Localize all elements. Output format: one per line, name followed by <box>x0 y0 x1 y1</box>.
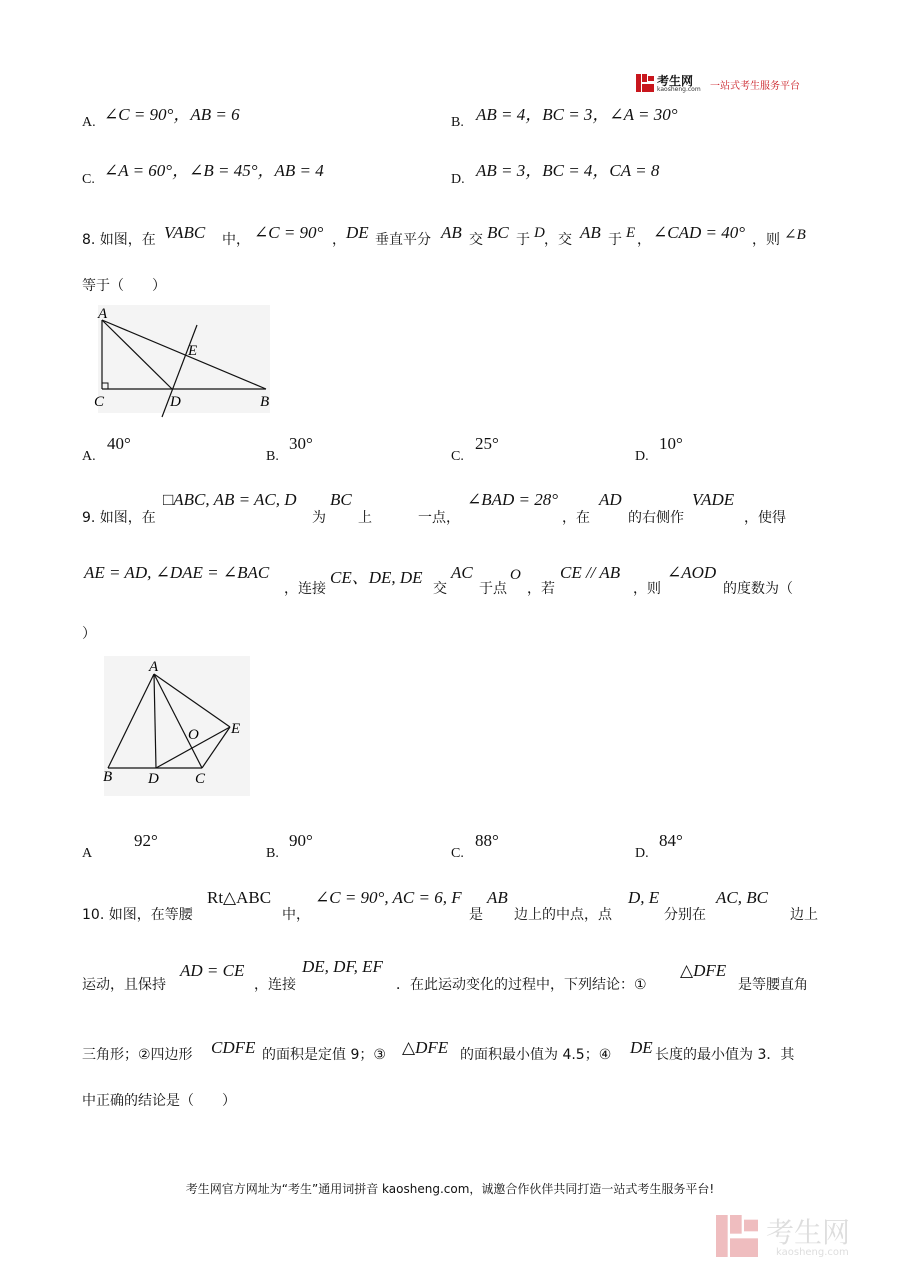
q8-text-8: 于 <box>608 232 622 248</box>
q8-text-2: 中， <box>222 232 250 248</box>
q10-math-1: Rt△ABC <box>207 888 272 907</box>
q8-option-c-label: C. <box>451 449 464 464</box>
q9-text-4: 一点， <box>418 510 460 526</box>
q8-option-b-label: B. <box>266 449 279 464</box>
q8-math-9: ∠CAD = 40° <box>653 223 746 242</box>
kaosheng-watermark-icon <box>716 1213 758 1259</box>
q10-math-10: △DFE <box>402 1038 449 1057</box>
q9-text-13: 的度数为（ <box>723 581 793 597</box>
q10-math-6: AD = CE <box>180 961 245 980</box>
q9-text-5: ，在 <box>562 510 590 526</box>
q9-figure <box>98 650 258 800</box>
q8-figure <box>90 300 290 420</box>
q10-text-10: 是等腰直角 <box>738 977 808 993</box>
q9-option-a-value: 92° <box>134 831 158 850</box>
q10-text-14: 长度的最小值为 3．其 <box>655 1047 795 1063</box>
q9-text-9: 交 <box>433 581 447 597</box>
q9-label-e: E <box>231 721 241 737</box>
q9-label-b: B <box>103 769 113 785</box>
q8-option-b-value: 30° <box>289 434 313 453</box>
q10-math-5: AC, BC <box>716 888 768 907</box>
watermark-text: 考生网 <box>766 1216 851 1249</box>
q9-math-1: □ABC, AB = AC, D <box>163 490 297 509</box>
kaosheng-logo-icon <box>636 74 654 92</box>
q8-text-7: ，交 <box>544 232 572 248</box>
q10-text-8: ，连接 <box>254 977 296 993</box>
q9-math-4: AD <box>599 490 622 509</box>
footer-text: 考生网官方网址为“考生”通用词拼音 kaosheng.com，诚邀合作伙伴共同打造一站式考生服务平台! <box>185 1182 715 1196</box>
q8-math-5: BC <box>487 223 509 242</box>
q8-math-10: ∠B <box>784 227 806 243</box>
watermark-domain: kaosheng.com <box>776 1247 849 1258</box>
q9-option-b-value: 90° <box>289 831 313 850</box>
q8-option-d-value: 10° <box>659 434 683 453</box>
q10-math-9: CDFE <box>211 1038 256 1057</box>
q9-text-12: ，则 <box>633 581 661 597</box>
q8-math-7: AB <box>580 223 601 242</box>
q8-math-4: AB <box>441 223 462 242</box>
q9-text-2: 为 <box>312 510 326 526</box>
q8-math-8: E <box>626 225 636 241</box>
q7-option-d-label: D. <box>451 172 465 187</box>
q10-text-2: 中， <box>282 907 310 923</box>
q8-text-6: 于 <box>516 232 530 248</box>
q8-math-6: D <box>534 225 545 241</box>
q7-option-a-text: ∠C = 90°，AB = 6 <box>104 105 240 124</box>
q9-math-6: AE = AD, ∠DAE = ∠BAC <box>84 563 270 582</box>
q8-text-4: 垂直平分 <box>375 232 431 248</box>
q8-label-e: E <box>188 343 198 359</box>
watermark <box>716 1211 886 1261</box>
q8-option-a-value: 40° <box>107 434 131 453</box>
q9-math-2: BC <box>330 490 352 509</box>
q8-text-9: ， <box>637 232 651 248</box>
q8-label-c: C <box>94 394 105 410</box>
q10-math-8: △DFE <box>680 961 727 980</box>
logo-domain: kaosheng.com <box>657 86 701 93</box>
q9-text-11: ，若 <box>527 581 555 597</box>
logo-slogan: 一站式考生服务平台 <box>710 81 800 92</box>
q10-math-11: DE <box>630 1038 653 1057</box>
q10-math-2: ∠C = 90°, AC = 6, F <box>315 888 462 907</box>
q9-line-3: ） <box>82 626 96 642</box>
q10-text-1: 10. 如图，在等腰 <box>82 907 193 923</box>
q10-math-4: D, E <box>628 888 660 907</box>
q9-text-3: 上 <box>358 510 372 526</box>
q9-text-7: ，使得 <box>744 510 786 526</box>
q9-math-9: O <box>510 567 521 583</box>
q7-option-a-label: A. <box>82 115 96 130</box>
q10-text-15: 中正确的结论是（ ） <box>82 1093 236 1109</box>
q10-math-7: DE, DF, EF <box>302 957 383 976</box>
q9-label-o: O <box>188 727 199 743</box>
q9-math-8: AC <box>451 563 473 582</box>
q10-text-3: 是 <box>469 907 483 923</box>
logo-name: 考生网 <box>657 74 694 88</box>
q8-text-3: ， <box>332 232 346 248</box>
q7-option-b-text: AB = 4，BC = 3，∠A = 30° <box>476 105 678 124</box>
q9-math-5: VADE <box>692 490 735 509</box>
q7-option-d-text: AB = 3，BC = 4，CA = 8 <box>476 161 660 180</box>
q9-label-c: C <box>195 771 206 787</box>
q8-math-3: DE <box>346 223 369 242</box>
q7-option-c-text: ∠A = 60°，∠B = 45°，AB = 4 <box>104 161 324 180</box>
q10-math-3: AB <box>487 888 508 907</box>
q10-text-12: 的面积是定值 9；③ <box>262 1047 386 1063</box>
q9-text-1: 9. 如图，在 <box>82 510 156 526</box>
q8-text-1: 8. 如图，在 <box>82 232 156 248</box>
q9-label-d: D <box>148 771 159 787</box>
q9-text-6: 的右侧作 <box>628 510 684 526</box>
q8-math-1: VABC <box>164 223 206 242</box>
q9-math-3: ∠BAD = 28° <box>467 490 559 509</box>
q8-math-2: ∠C = 90° <box>254 223 324 242</box>
q10-text-11: 三角形；②四边形 <box>82 1047 193 1063</box>
q8-option-c-value: 25° <box>475 434 499 453</box>
q9-math-10: CE // AB <box>560 563 621 582</box>
q8-text-5: 交 <box>469 232 483 248</box>
q8-text-10: ，则 <box>752 232 780 248</box>
q10-text-13: 的面积最小值为 4.5；④ <box>460 1047 612 1063</box>
q9-option-c-label: C. <box>451 846 464 861</box>
q8-option-a-label: A. <box>82 449 96 464</box>
q9-option-d-value: 84° <box>659 831 683 850</box>
q10-text-9: ．在此运动变化的过程中，下列结论：① <box>396 977 647 993</box>
q9-option-a-label: A <box>82 846 93 861</box>
q7-option-b-label: B. <box>451 115 464 130</box>
q9-option-d-label: D. <box>635 846 649 861</box>
q8-option-d-label: D. <box>635 449 649 464</box>
q8-line-2: 等于（ ） <box>82 278 166 294</box>
q9-option-c-value: 88° <box>475 831 499 850</box>
q7-option-c-label: C. <box>82 172 95 187</box>
q8-label-a: A <box>98 306 108 322</box>
q10-text-5: 分别在 <box>664 907 706 923</box>
q9-option-b-label: B. <box>266 846 279 861</box>
q9-text-10: 于点 <box>479 581 507 597</box>
q10-text-7: 运动，且保持 <box>82 977 166 993</box>
q8-label-b: B <box>260 394 270 410</box>
q9-math-11: ∠AOD <box>667 563 717 582</box>
q10-text-4: 边上的中点，点 <box>514 907 612 923</box>
q9-math-7: CE、DE, DE <box>330 568 423 587</box>
q9-label-a: A <box>149 659 159 675</box>
q10-text-6: 边上 <box>790 907 818 923</box>
q9-text-8: ，连接 <box>284 581 326 597</box>
q8-label-d: D <box>170 394 181 410</box>
